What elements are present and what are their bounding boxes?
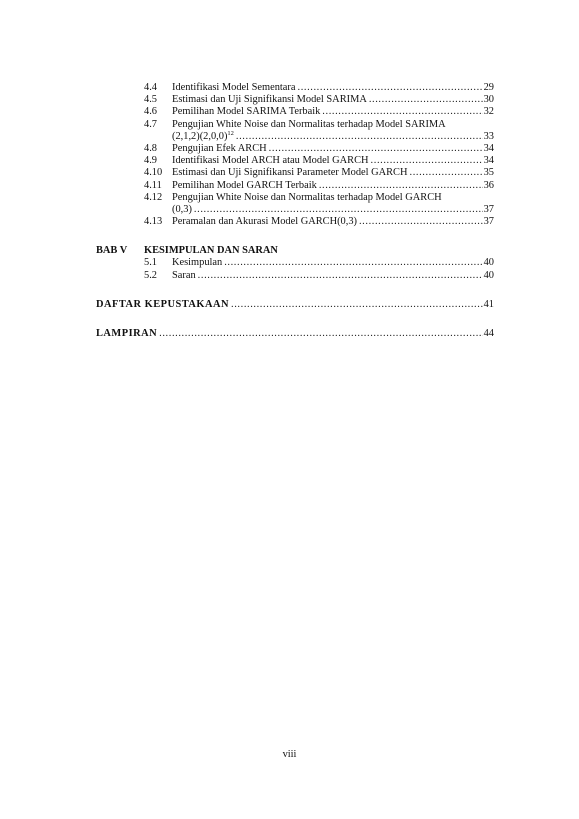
toc-entry-title: Pengujian White Noise dan Normalitas terhadap Model SARIMA — [172, 118, 446, 130]
dot-leader — [319, 180, 483, 192]
toc-entry-number: 4.7 — [144, 118, 157, 130]
toc-entry-number: 5.2 — [144, 269, 157, 281]
toc-entry-page: 34 — [483, 142, 494, 154]
toc-entry-number: 4.5 — [144, 94, 157, 106]
dot-leader — [198, 270, 483, 282]
toc-chapter-5[interactable] — [96, 245, 494, 257]
toc-entry-4-7[interactable] — [96, 119, 494, 131]
toc-entry-4-10[interactable] — [96, 167, 494, 179]
toc-entry-number: 4.10 — [144, 167, 163, 179]
chapter-label: BAB V — [96, 245, 128, 257]
dot-leader — [359, 216, 483, 228]
toc-entry-page: 37 — [483, 216, 494, 228]
dot-leader — [269, 143, 483, 155]
toc-entry-page: 44 — [483, 328, 494, 339]
toc-entry-daftar-kepustakaan[interactable] — [96, 299, 494, 311]
toc-entry-page: 41 — [483, 298, 494, 310]
toc-entry-4-6[interactable] — [96, 106, 494, 118]
toc-entry-title: DAFTAR KEPUSTAKAAN — [96, 298, 230, 310]
toc-entry-number: 4.11 — [144, 179, 162, 191]
toc-entry-title: Saran — [172, 269, 196, 281]
page-number: viii — [282, 749, 297, 760]
dot-leader — [298, 82, 483, 94]
toc-entry-page: 34 — [483, 155, 494, 167]
toc-entry-page: 35 — [483, 167, 494, 179]
toc-entry-title: Pengujian White Noise dan Normalitas terhadap Model GARCH — [172, 191, 442, 203]
dot-leader — [236, 131, 483, 143]
toc-entry-page: 33 — [483, 130, 494, 142]
toc-entry-number: 4.12 — [144, 191, 163, 203]
dot-leader — [410, 167, 483, 179]
toc-entry-4-9[interactable] — [96, 155, 494, 167]
toc-entry-title: Estimasi dan Uji Signifikansi Parameter Model GARCH — [172, 167, 408, 179]
toc-entry-number: 5.1 — [144, 257, 157, 269]
toc-entry-number: 4.13 — [144, 216, 163, 228]
dot-leader — [194, 204, 483, 216]
table-of-contents — [96, 82, 494, 340]
toc-entry-4-12[interactable] — [96, 192, 494, 204]
toc-entry-4-8[interactable] — [96, 143, 494, 155]
toc-entry-title: Identifikasi Model ARCH atau Model GARCH — [172, 155, 369, 167]
toc-entry-4-13[interactable] — [96, 216, 494, 228]
toc-entry-page: 29 — [483, 82, 494, 93]
toc-entry-5-1[interactable] — [96, 257, 494, 269]
toc-entry-title: Identifikasi Model Sementara — [172, 82, 296, 93]
toc-entry-4-4[interactable] — [96, 82, 494, 94]
toc-entry-4-11[interactable] — [96, 180, 494, 192]
toc-entry-lampiran[interactable] — [96, 328, 494, 340]
toc-entry-page: 40 — [483, 257, 494, 269]
toc-entry-title: Peramalan dan Akurasi Model GARCH(0,3) — [172, 216, 357, 228]
toc-entry-5-2[interactable] — [96, 270, 494, 282]
toc-entry-title: Estimasi dan Uji Signifikansi Model SARIMA — [172, 94, 367, 106]
toc-entry-title-continued: $(2,1,2)(2,0,0)^{12}$ — [172, 129, 234, 142]
toc-entry-number: 4.8 — [144, 142, 157, 154]
dot-leader — [224, 257, 482, 269]
toc-entry-4-5[interactable] — [96, 94, 494, 106]
toc-entry-number: 4.6 — [144, 106, 157, 118]
toc-entry-title: LAMPIRAN — [96, 328, 158, 339]
toc-entry-title: Kesimpulan — [172, 257, 223, 269]
superscript: 12 — [227, 129, 234, 137]
toc-entry-title: Pemilihan Model GARCH Terbaik — [172, 179, 317, 191]
dot-leader — [231, 299, 483, 311]
toc-entry-page: 37 — [483, 203, 494, 215]
toc-entry-4-7-continued[interactable] — [96, 131, 494, 143]
toc-entry-title-continued: (0,3) — [172, 203, 192, 215]
dot-leader — [371, 155, 483, 167]
toc-entry-page: 32 — [483, 106, 494, 118]
toc-entry-page: 40 — [483, 269, 494, 281]
toc-entry-4-12-continued[interactable] — [96, 204, 494, 216]
toc-entry-title: Pemilihan Model SARIMA Terbaik — [172, 106, 321, 118]
chapter-title: KESIMPULAN DAN SARAN — [144, 245, 278, 257]
dot-leader — [159, 328, 482, 340]
toc-entry-number: 4.9 — [144, 155, 157, 167]
dot-leader — [369, 94, 483, 106]
toc-entry-page: 30 — [483, 94, 494, 106]
toc-entry-number: 4.4 — [144, 82, 157, 93]
dot-leader — [322, 106, 482, 118]
toc-entry-title: Pengujian Efek ARCH — [172, 142, 267, 154]
toc-entry-page: 36 — [483, 179, 494, 191]
